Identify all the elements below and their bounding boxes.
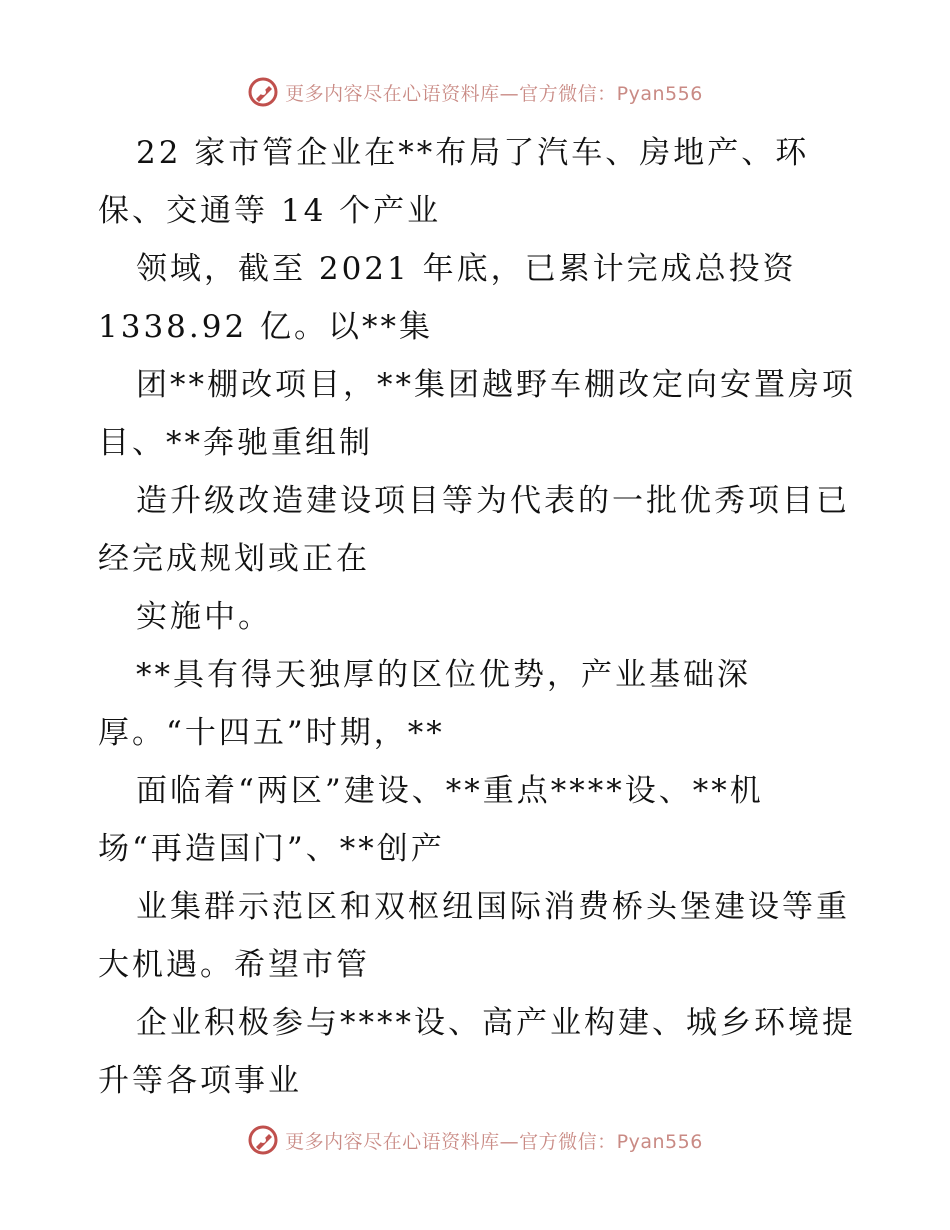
text-line: 厚。“十四五”时期，** (98, 715, 445, 751)
footer-banner (0, 1120, 950, 1160)
footer-banner-text: 更多内容尽在心语资料库—官方微信：Pyan556 (285, 1130, 703, 1153)
text-line: 经完成规划或正在 (98, 541, 370, 577)
text-line: **具有得天独厚的区位优势，产业基础深 (136, 657, 751, 693)
pen-logo-icon (247, 76, 279, 108)
text-line: 1338.92 亿。以**集 (98, 309, 434, 345)
text-line: 实施中。 (136, 599, 272, 635)
text-line: 团**棚改项目，**集团越野车棚改定向安置房项 (136, 367, 856, 403)
text-line: 场“再造国门”、**创产 (98, 831, 445, 867)
text-line: 领域，截至 2021 年底，已累计完成总投资 (136, 251, 797, 287)
text-line: 升等各项事业 (98, 1063, 302, 1099)
pen-logo-icon (247, 1124, 279, 1156)
text-line: 22 家市管企业在**布局了汽车、房地产、环 (136, 135, 810, 171)
header-banner (0, 72, 950, 112)
text-line: 企业积极参与****设、高产业构建、城乡环境提 (136, 1005, 856, 1041)
header-banner-text: 更多内容尽在心语资料库—官方微信：Pyan556 (285, 82, 703, 105)
text-line: 业集群示范区和双枢纽国际消费桥头堡建设等重 (136, 889, 850, 925)
text-line: 造升级改造建设项目等为代表的一批优秀项目已 (136, 483, 850, 519)
text-line: 目、**奔驰重组制 (98, 425, 373, 461)
document-body (98, 124, 858, 1110)
text-line: 面临着“两区”建设、**重点****设、**机 (136, 773, 764, 809)
text-line: 大机遇。希望市管 (98, 947, 370, 983)
text-line: 保、交通等 14 个产业 (98, 193, 442, 229)
